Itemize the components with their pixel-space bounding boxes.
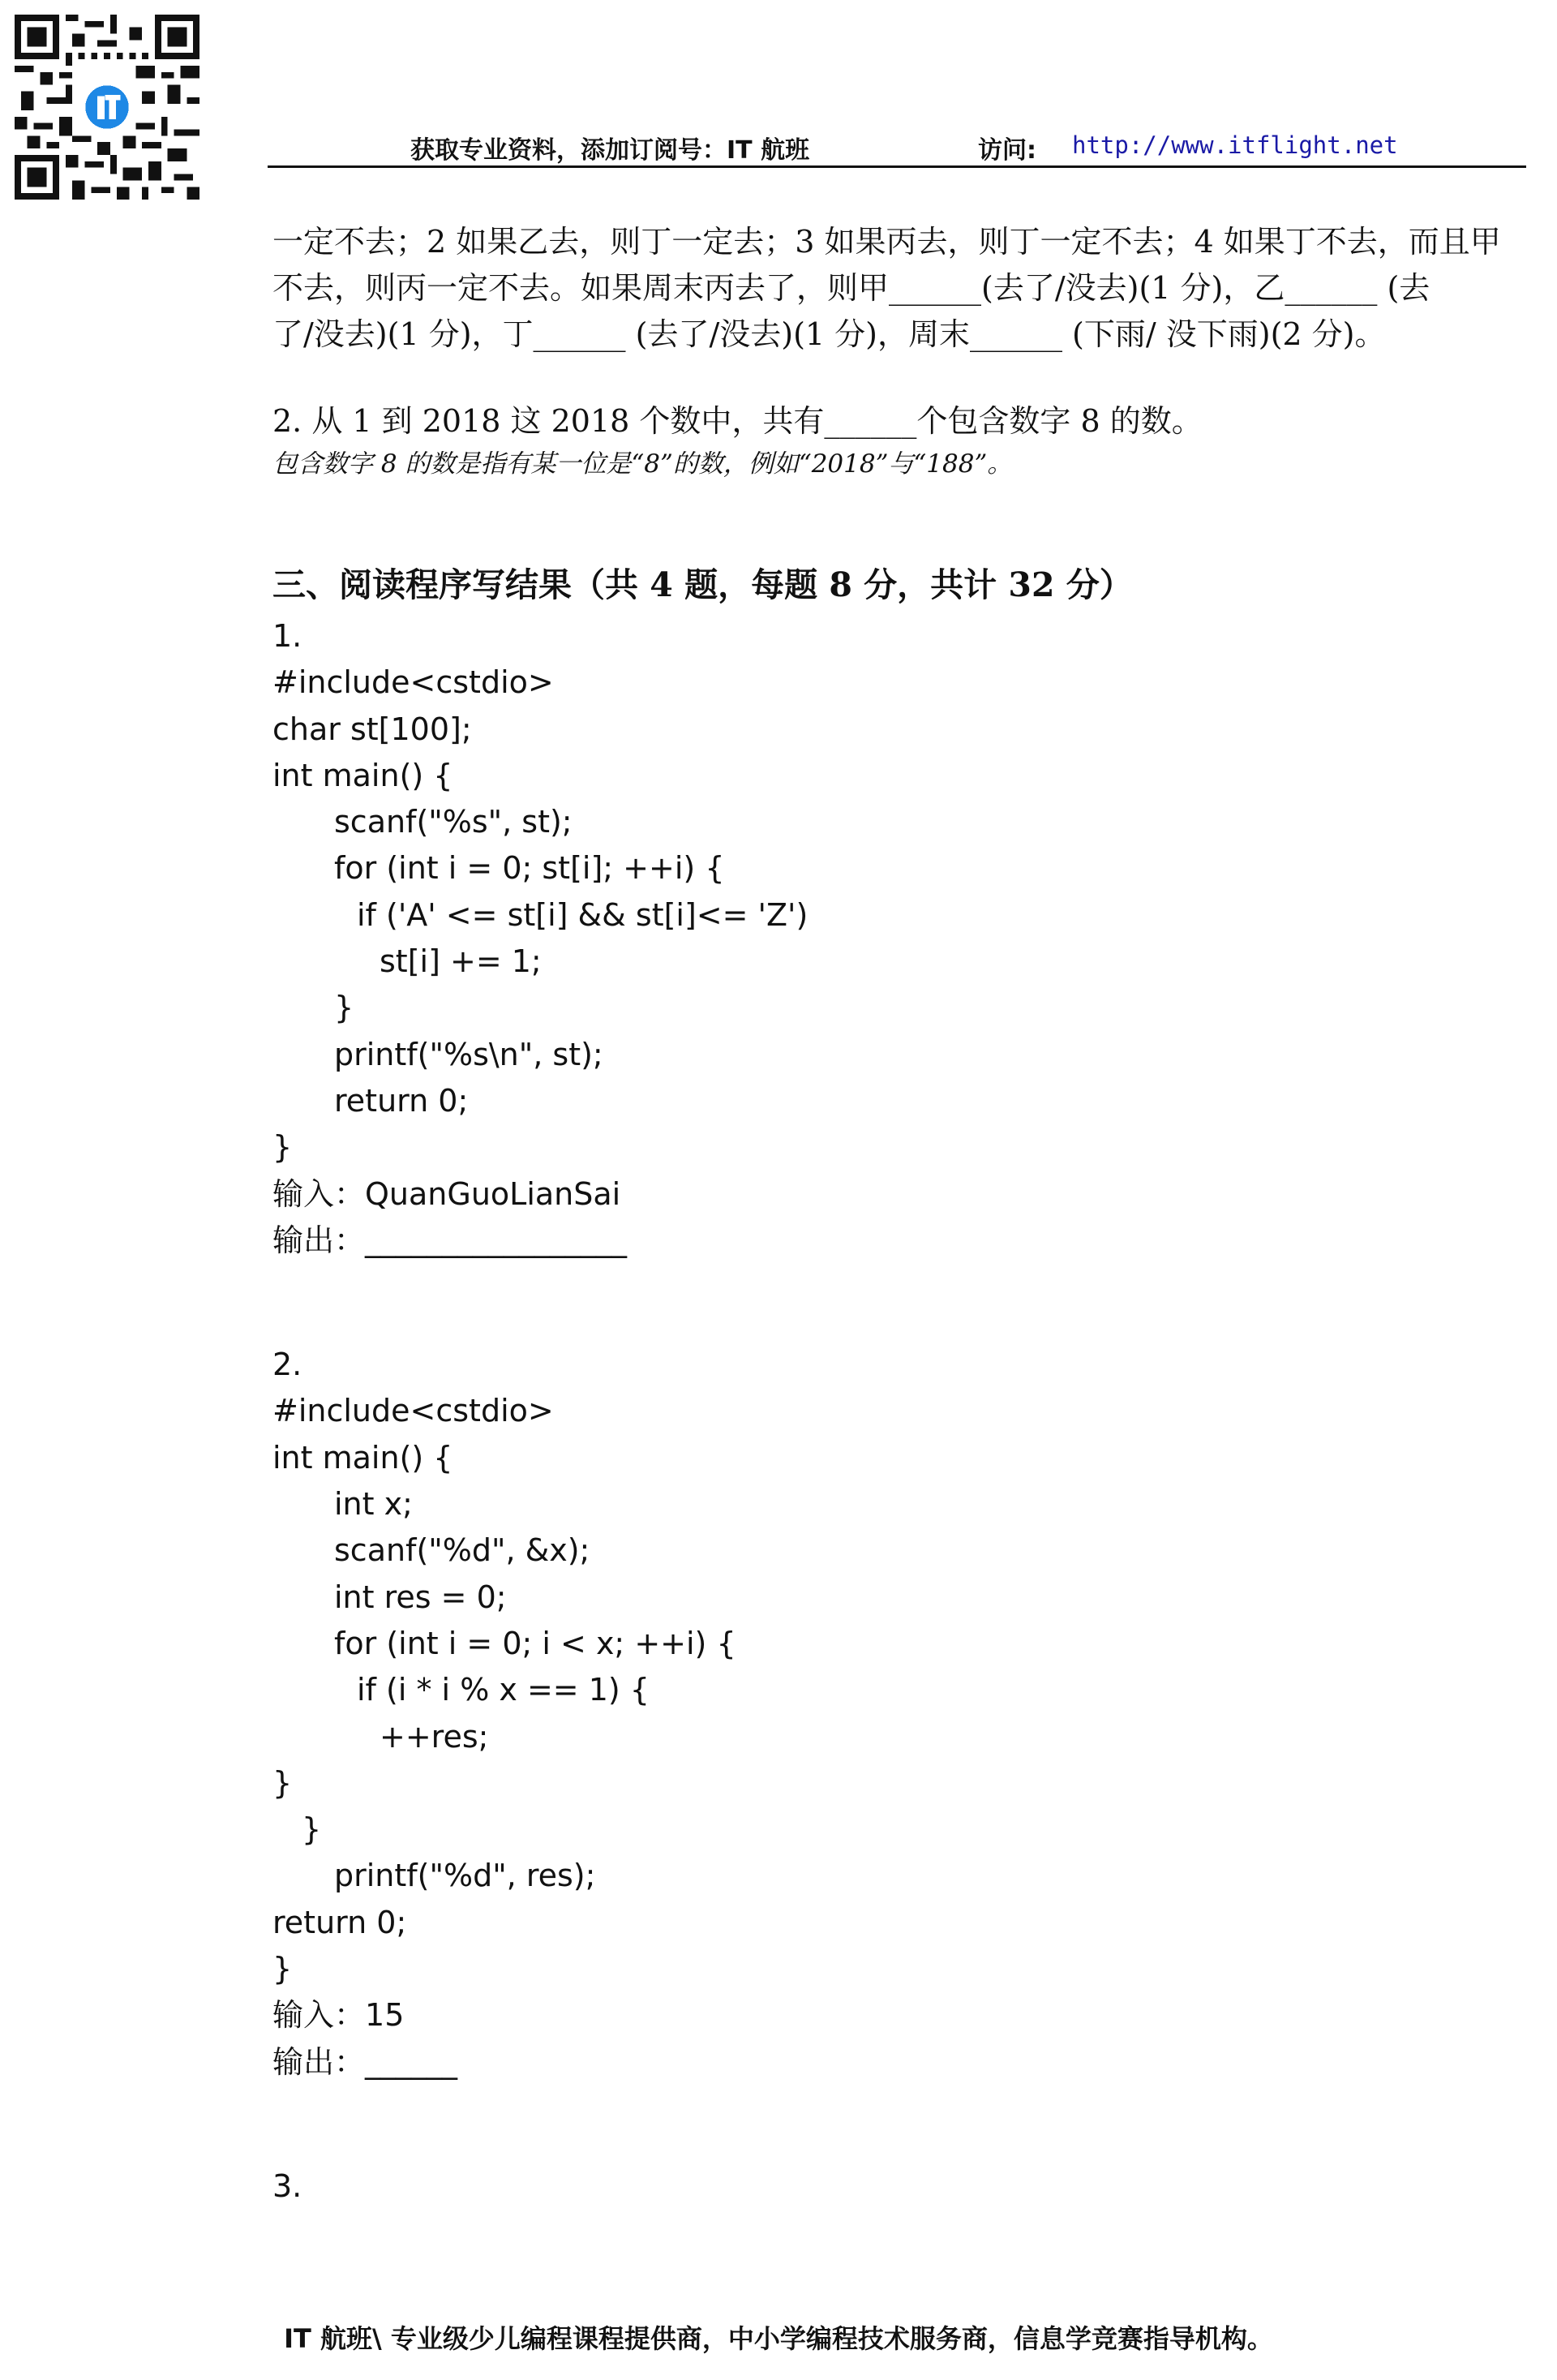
problem-line-3: 了/没去)(1 分)，丁______ (去了/没去)(1 分)，周末______ (下雨/ 没下雨)(2 分)。: [272, 316, 1386, 352]
output-label: 输出：: [272, 1222, 366, 1258]
code-line: for (int i = 0; i < x; ++i) {: [334, 1625, 736, 1661]
program-1-input: [272, 1171, 1529, 1218]
question-2-text: 2. 从 1 到 2018 这 2018 个数中，共有______个包含数字 8 的数。: [272, 403, 1203, 439]
code-line: #include<cstdio>: [272, 1393, 554, 1429]
code-line: #include<cstdio>: [272, 664, 554, 701]
code-line: scanf("%s", st);: [334, 804, 573, 840]
code-line: int main() {: [272, 1439, 453, 1476]
program-2: [272, 1342, 1529, 2086]
code-line: if (i * i % x == 1) {: [357, 1672, 650, 1708]
program-3-number: 3.: [272, 2167, 302, 2204]
output-label: 输出：: [272, 2043, 366, 2080]
code-line: }: [272, 1129, 293, 1166]
code-line: }: [272, 1764, 293, 1801]
program-2-output: [272, 2039, 1529, 2086]
input-value: 15: [365, 1997, 405, 2034]
program-1: [272, 613, 1529, 1264]
code-line: int main() {: [272, 757, 453, 793]
input-value: QuanGuoLianSai: [365, 1175, 621, 1212]
problem-line-2: 不去，则丙一定不去。如果周末丙去了，则甲______(去了/没去)(1 分)，乙______ (去: [272, 270, 1430, 306]
program-1-output: [272, 1218, 1529, 1264]
code-line: return 0;: [334, 1082, 469, 1119]
header-subscribe-text: 获取专业资料，添加订阅号：IT 航班: [410, 136, 810, 165]
program-1-number: 1.: [272, 618, 302, 654]
section-3-title: 三、阅读程序写结果（共 4 题，每题 8 分，共计 32 分）: [272, 565, 1133, 604]
code-line: st[i] += 1;: [380, 943, 542, 980]
code-line: printf("%s\n", st);: [334, 1036, 603, 1072]
code-line: scanf("%d", &x);: [334, 1532, 590, 1569]
problem-line-1: 一定不去；2 如果乙去，则丁一定去；3 如果丙去，则丁一定不去；4 如果丁不去，而且甲: [272, 224, 1501, 260]
question-2-note: 包含数字 8 的数是指有某一位是“8”的数，例如“2018”与“188”。: [272, 449, 1013, 479]
code-line: }: [334, 990, 354, 1026]
page-footer: IT 航班\ 专业级少儿编程课程提供商，中小学编程技术服务商，信息学竞赛指导机构。: [284, 2323, 1273, 2354]
code-line: int x;: [334, 1486, 413, 1523]
output-blank: ______: [365, 2043, 458, 2080]
qr-code-image: [15, 15, 199, 200]
code-line: return 0;: [272, 1904, 407, 1940]
program-2-input: [272, 1992, 1529, 2038]
code-line: if ('A' <= st[i] && st[i]<= 'Z'): [357, 896, 809, 933]
input-label: 输入：: [272, 1997, 366, 2034]
code-line: int res = 0;: [334, 1579, 507, 1615]
code-line: printf("%d", res);: [334, 1858, 596, 1894]
code-line: }: [302, 1811, 322, 1848]
input-label: 输入：: [272, 1175, 366, 1212]
code-line: ++res;: [380, 1718, 489, 1755]
code-line: for (int i = 0; st[i]; ++i) {: [334, 850, 725, 887]
code-line: char st[100];: [272, 711, 472, 747]
header-visit-label: 访问:: [978, 136, 1036, 165]
program-2-number: 2.: [272, 1347, 302, 1383]
page-content: [272, 219, 1529, 2210]
code-line: }: [272, 1951, 293, 1987]
page-header: [268, 128, 1526, 168]
header-url-link[interactable]: http://www.itflight.net: [1072, 131, 1398, 159]
output-blank: _________________: [365, 1222, 628, 1258]
